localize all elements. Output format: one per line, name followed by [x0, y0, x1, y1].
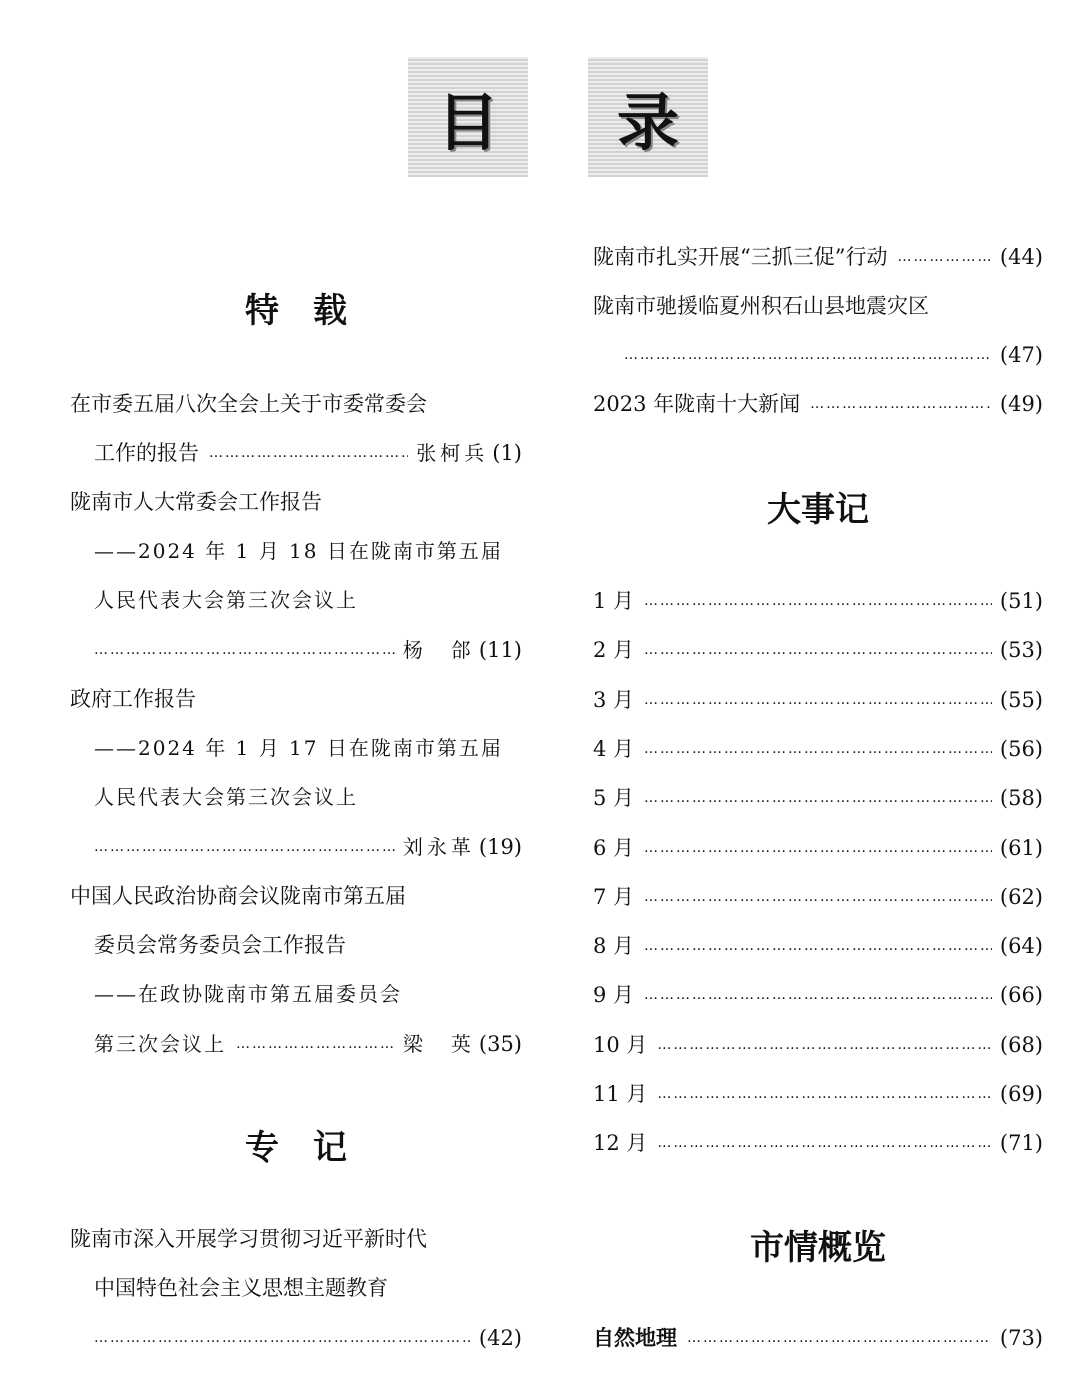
month-entry[interactable] [593, 633, 1043, 667]
month-label: 10 月 [593, 1032, 648, 1057]
month-entry[interactable] [593, 584, 1043, 618]
month-label: 4 月 [593, 736, 635, 761]
toc-page: (66) [999, 983, 1043, 1008]
month-label: 11 月 [593, 1082, 648, 1106]
toc-page: (51) [999, 589, 1043, 613]
toc-entry[interactable] [94, 1321, 522, 1355]
toc-entry[interactable] [94, 1027, 522, 1061]
toc-page: (73) [999, 1326, 1043, 1350]
toc-page: (44) [999, 245, 1043, 269]
section-title-zhuanji: 专 记 [245, 1128, 347, 1168]
toc-line: 委员会常务委员会工作报告 [94, 933, 346, 957]
toc-entry-text: 陇南市扎实开展“三抓三促”行动 [593, 245, 888, 269]
month-label: 1 月 [593, 589, 635, 613]
title-char-lu: 录 [588, 57, 708, 177]
leader-dots [644, 633, 992, 667]
toc-entry-text: 2023 年陇南十大新闻 [593, 392, 801, 416]
section-title-dashiji: 大事记 [767, 490, 869, 530]
month-entry[interactable] [593, 880, 1043, 914]
toc-page: (53) [999, 638, 1043, 663]
toc-page: (11) [478, 638, 522, 662]
month-entry[interactable] [593, 732, 1043, 766]
toc-subline: ——2024 年 1 月 17 日在陇南市第五届 [94, 736, 503, 760]
toc-line: 中国特色社会主义思想主题教育 [94, 1276, 388, 1300]
toc-author: 梁 英 [402, 1032, 475, 1056]
toc-entry[interactable] [94, 436, 522, 470]
toc-entry[interactable] [624, 338, 1043, 372]
leader-dots [644, 683, 992, 717]
leader-dots [94, 633, 395, 667]
toc-page: (42) [478, 1326, 522, 1350]
toc-page: (69) [999, 1082, 1043, 1106]
section-title-shiqing: 市情概览 [750, 1228, 886, 1268]
month-entry[interactable] [593, 1077, 1043, 1111]
toc-entry[interactable] [593, 387, 1043, 421]
month-label: 9 月 [593, 983, 635, 1008]
leader-dots [94, 1321, 471, 1355]
toc-page: (61) [999, 835, 1043, 860]
toc-author: 杨 郃 [402, 638, 475, 662]
month-entry[interactable] [593, 978, 1043, 1012]
leader-dots [657, 1077, 991, 1111]
leader-dots [209, 436, 408, 470]
toc-page: (35) [478, 1032, 522, 1056]
toc-page: (19) [478, 835, 522, 859]
toc-line: 在市委五届八次全会上关于市委常委会 [70, 392, 427, 416]
month-label: 12 月 [593, 1131, 648, 1156]
month-label: 2 月 [593, 638, 635, 663]
toc-line: 陇南市深入开展学习贯彻习近平新时代 [70, 1227, 427, 1251]
leader-dots [644, 929, 992, 963]
toc-entry-text: 第三次会议上 [94, 1032, 226, 1056]
toc-entry-text: 自然地理 [593, 1325, 677, 1350]
toc-author: 刘永革 [402, 835, 475, 859]
leader-dots [644, 584, 992, 618]
toc-line: 陇南市驰援临夏州积石山县地震灾区 [593, 294, 929, 318]
month-label: 5 月 [593, 786, 635, 811]
toc-page: (55) [999, 687, 1043, 712]
toc-subline: 人民代表大会第三次会议上 [94, 588, 358, 612]
month-label: 6 月 [593, 835, 635, 860]
toc-page: (62) [999, 884, 1043, 909]
toc-subline: ——在政协陇南市第五届委员会 [94, 982, 402, 1006]
leader-dots [644, 978, 992, 1012]
toc-page: (68) [999, 1032, 1043, 1057]
toc-line: 政府工作报告 [70, 687, 196, 711]
leader-dots [897, 240, 991, 274]
toc-author: 张柯兵 [416, 441, 489, 465]
leader-dots [236, 1027, 395, 1061]
month-entry[interactable] [593, 1126, 1043, 1160]
toc-entry[interactable] [593, 240, 1043, 274]
month-label: 7 月 [593, 884, 635, 909]
leader-dots [810, 387, 992, 421]
toc-page: (56) [999, 736, 1043, 761]
leader-dots [644, 831, 992, 865]
leader-dots [687, 1321, 992, 1355]
toc-entry-text: 工作的报告 [94, 441, 199, 465]
section-title-tezai: 特 载 [245, 291, 347, 331]
leader-dots [657, 1126, 991, 1160]
toc-page: (49) [999, 392, 1043, 416]
month-entry[interactable] [593, 781, 1043, 815]
leader-dots [94, 830, 395, 864]
month-entry[interactable] [593, 1028, 1043, 1062]
month-label: 3 月 [593, 687, 635, 712]
leader-dots [657, 1028, 991, 1062]
toc-entry[interactable] [94, 633, 522, 667]
toc-subline: ——2024 年 1 月 18 日在陇南市第五届 [94, 539, 503, 563]
leader-dots [644, 732, 992, 766]
toc-entry[interactable] [94, 830, 522, 864]
toc-page: (58) [999, 786, 1043, 811]
toc-page: (1) [492, 441, 522, 465]
leader-dots [644, 781, 992, 815]
toc-entry[interactable] [593, 1321, 1043, 1355]
toc-line: 陇南市人大常委会工作报告 [70, 490, 322, 514]
month-entry[interactable] [593, 929, 1043, 963]
leader-dots [644, 880, 992, 914]
leader-dots [624, 338, 992, 372]
toc-page: (71) [999, 1131, 1043, 1156]
month-entry[interactable] [593, 683, 1043, 717]
month-label: 8 月 [593, 934, 635, 959]
toc-subline: 人民代表大会第三次会议上 [94, 785, 358, 809]
toc-line: 中国人民政治协商会议陇南市第五届 [70, 884, 406, 908]
month-entry[interactable] [593, 831, 1043, 865]
toc-page: (64) [999, 934, 1043, 959]
title-char-mu: 目 [408, 57, 528, 177]
toc-page: (47) [999, 343, 1043, 367]
